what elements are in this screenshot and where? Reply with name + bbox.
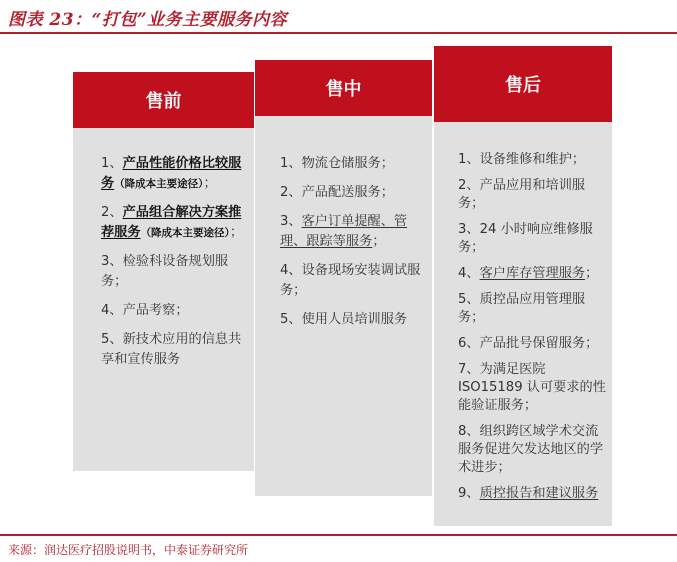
figure-title: 图表 23：“打包”业务主要服务内容: [8, 10, 288, 30]
item-number: 4、: [458, 266, 480, 281]
list-item: 1、设备维修和维护；: [458, 152, 586, 167]
list-item: 5、新技术应用的信息共享和宣传服务: [101, 332, 242, 367]
item-note: （降成本主要途径）: [114, 178, 204, 190]
column-insale-list: [280, 154, 426, 339]
item-tail: ；: [229, 225, 243, 240]
list-item: [101, 154, 246, 194]
item-highlight: 客户库存管理服务: [479, 266, 586, 281]
title-divider: [0, 32, 677, 34]
list-item: 3、24 小时响应维修服务；: [458, 222, 593, 255]
list-item: 6、产品批号保留服务；: [458, 336, 599, 351]
item-number: 1、: [101, 156, 123, 171]
list-item: 3、检验科设备规划服务；: [101, 254, 229, 289]
source-divider: [0, 534, 677, 536]
column-aftersale-list: [458, 151, 608, 503]
column-aftersale-header: 售后: [434, 46, 612, 122]
item-tail: ；: [372, 234, 386, 249]
list-item: 1、物流仓储服务；: [280, 156, 394, 171]
list-item: 5、使用人员培训服务: [280, 312, 408, 327]
item-highlight: 质控报告和建议服务: [479, 486, 599, 501]
list-item: 8、组织跨区域学术交流服务促进欠发达地区的学术进步；: [458, 424, 604, 475]
item-highlight: 客户订单提醒、管理、跟踪等服务: [280, 214, 408, 249]
item-number: 9、: [458, 486, 480, 501]
item-highlight: 产品组合解决方案推荐服务: [101, 205, 242, 240]
column-insale-header: 售中: [255, 60, 432, 116]
column-presale-header: 售前: [73, 72, 254, 128]
list-item: [458, 485, 608, 503]
list-item: 7、为满足医院 ISO15189 认可要求的性能验证服务；: [458, 362, 606, 413]
column-presale: [73, 72, 254, 471]
item-tail: ；: [585, 266, 599, 281]
item-highlight: 产品性能价格比较服务: [101, 156, 242, 191]
source-note: 来源：润达医疗招股说明书，中泰证券研究所: [8, 543, 249, 557]
list-item: 4、产品考察；: [101, 303, 189, 318]
column-insale: [255, 60, 432, 496]
list-item: 4、设备现场安装调试服务；: [280, 263, 421, 298]
column-presale-list: [101, 154, 246, 379]
item-number: 3、: [280, 214, 302, 229]
item-number: 2、: [101, 205, 123, 220]
item-tail: ；: [203, 176, 217, 191]
list-item: [280, 212, 426, 252]
item-note: （降成本主要途径）: [140, 227, 230, 239]
list-item: 2、产品应用和培训服务；: [458, 178, 586, 211]
list-item: 2、产品配送服务；: [280, 185, 394, 200]
list-item: [458, 265, 608, 283]
list-item: [101, 203, 246, 243]
list-item: 5、质控品应用管理服务；: [458, 292, 586, 325]
column-aftersale: [434, 46, 612, 526]
